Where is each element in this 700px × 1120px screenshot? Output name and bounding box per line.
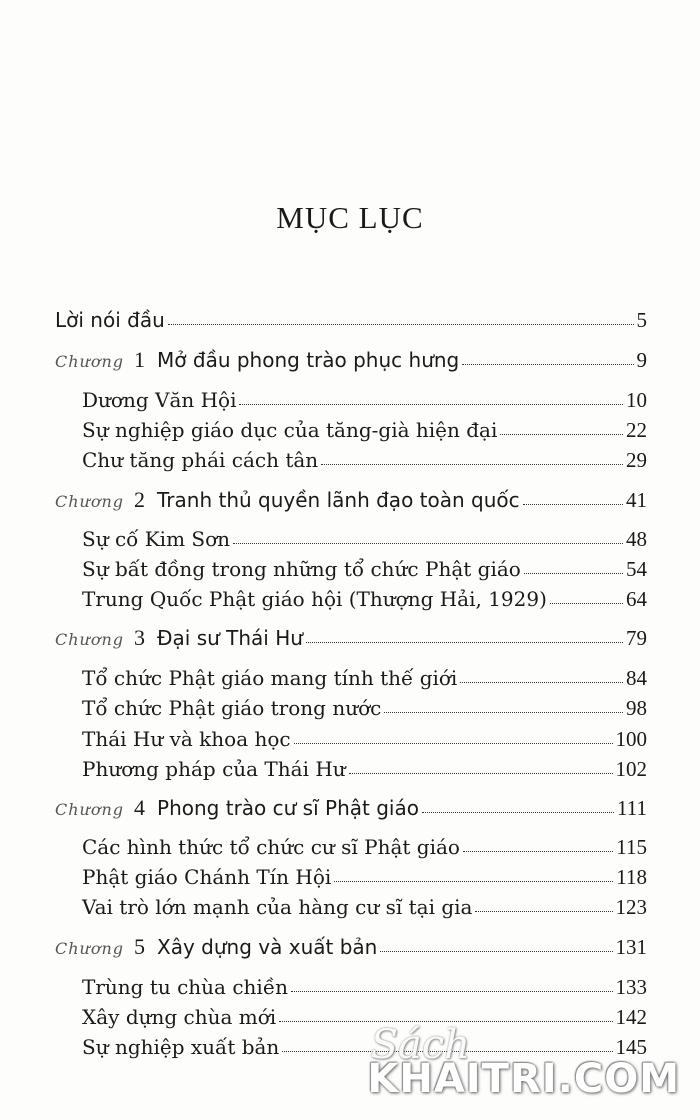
toc-section[interactable]: [82, 975, 647, 1000]
dot-leader: [380, 951, 612, 952]
toc-section-label: Trùng tu chùa chiền: [82, 975, 289, 999]
chapter-title: Mở đầu phong trào phục hưng: [157, 348, 460, 372]
dot-leader: [239, 404, 623, 405]
chapter-word: Chương: [55, 352, 125, 371]
toc-section-label: Sự nghiệp giáo dục của tăng-già hiện đại: [82, 418, 498, 442]
toc-page-number: 102: [615, 757, 647, 781]
toc-section[interactable]: [82, 418, 647, 443]
toc-page-number: 5: [636, 308, 647, 332]
dot-leader: [460, 682, 623, 683]
toc-page-number: 79: [626, 626, 647, 650]
page-title: MỤC LỤC: [276, 200, 424, 235]
toc-page-number: 123: [615, 895, 647, 919]
dot-leader: [168, 324, 634, 325]
toc-section[interactable]: [82, 757, 647, 782]
chapter-number: 3: [134, 625, 146, 650]
dot-leader: [462, 364, 633, 365]
toc-chapter-2[interactable]: [55, 487, 647, 513]
chapter-word: Chương: [55, 939, 125, 958]
toc-section[interactable]: [82, 727, 647, 752]
chapter-title: Phong trào cư sĩ Phật giáo: [157, 796, 419, 820]
dot-leader: [384, 712, 623, 713]
watermark-script: Sách: [370, 1022, 470, 1068]
dot-leader: [524, 573, 623, 574]
toc-section[interactable]: [82, 557, 647, 582]
dot-leader: [475, 911, 612, 912]
toc-section-label: Thái Hư và khoa học: [82, 727, 291, 751]
toc-page-number: 100: [615, 727, 647, 751]
watermark-brand: KHAITRI.COM: [367, 1056, 680, 1102]
toc-section-label: Tổ chức Phật giáo trong nước: [82, 696, 382, 720]
toc-section-label: Trung Quốc Phật giáo hội (Thượng Hải, 1929): [82, 587, 547, 611]
chapter-title: Đại sư Thái Hư: [157, 626, 303, 650]
dot-leader: [349, 773, 613, 774]
toc-section-label: Sự bất đồng trong những tổ chức Phật giáo: [82, 557, 521, 581]
toc-section[interactable]: [82, 835, 647, 860]
dot-leader: [294, 743, 613, 744]
toc-page-number: 9: [636, 348, 647, 372]
toc-section[interactable]: [82, 666, 647, 691]
dot-leader: [233, 543, 623, 544]
toc-chapter-1[interactable]: [55, 347, 647, 373]
toc-section-label: Sự nghiệp xuất bản: [82, 1035, 280, 1059]
toc-section-label: Xây dựng chùa mới: [82, 1005, 277, 1029]
toc-page-number: 142: [615, 1005, 647, 1029]
toc-section[interactable]: [82, 527, 647, 552]
dot-leader: [306, 642, 623, 643]
toc-page-number: 98: [626, 696, 647, 720]
toc-page-number: 41: [626, 488, 647, 512]
toc-page-number: 22: [626, 418, 647, 442]
toc-page-number: 29: [626, 448, 647, 472]
toc-page-number: 64: [626, 587, 647, 611]
toc-page-number: 111: [617, 796, 647, 820]
dot-leader: [463, 851, 613, 852]
dot-leader: [422, 812, 614, 813]
toc-section[interactable]: [82, 388, 647, 413]
chapter-number: 1: [134, 347, 146, 372]
dot-leader: [321, 464, 623, 465]
toc-page-number: 131: [615, 935, 647, 959]
toc-chapter-4[interactable]: [55, 795, 647, 821]
toc-section[interactable]: [82, 448, 647, 473]
toc-entry-intro[interactable]: [55, 308, 647, 333]
toc-page-number: 54: [626, 557, 647, 581]
toc-section-label: Phật giáo Chánh Tín Hội: [82, 865, 332, 889]
toc-page-number: 118: [616, 865, 647, 889]
chapter-title: Xây dựng và xuất bản: [157, 935, 378, 959]
toc-section[interactable]: [82, 696, 647, 721]
dot-leader: [500, 434, 623, 435]
dot-leader: [334, 881, 613, 882]
toc-section-label: Dương Văn Hội: [82, 388, 237, 412]
toc-section[interactable]: [82, 865, 647, 890]
chapter-title: Tranh thủ quyền lãnh đạo toàn quốc: [157, 488, 520, 512]
toc-page-number: 48: [626, 527, 647, 551]
toc-page-number: 10: [626, 388, 647, 412]
toc-page-number: 133: [615, 975, 647, 999]
dot-leader: [523, 504, 623, 505]
chapter-word: Chương: [55, 492, 125, 511]
dot-leader: [291, 991, 612, 992]
chapter-number: 5: [134, 934, 146, 959]
toc-section-label: Chư tăng phái cách tân: [82, 448, 319, 472]
toc-page-number: 145: [615, 1035, 647, 1059]
toc-section-label: Phương pháp của Thái Hư: [82, 757, 346, 781]
chapter-number: 2: [134, 487, 146, 512]
toc-section[interactable]: [82, 1005, 647, 1030]
chapter-number: 4: [134, 795, 146, 820]
toc-section[interactable]: [82, 587, 647, 612]
watermark-logo: [367, 1056, 680, 1102]
toc-chapter-5[interactable]: [55, 934, 647, 960]
toc-page-number: 84: [626, 666, 647, 690]
toc-section-label: Sự cố Kim Sơn: [82, 527, 231, 551]
toc-page-number: 115: [616, 835, 647, 859]
chapter-word: Chương: [55, 630, 125, 649]
toc-section-label: Tổ chức Phật giáo mang tính thế giới: [82, 666, 458, 690]
toc-section-label: Vai trò lớn mạnh của hàng cư sĩ tại gia: [82, 895, 473, 919]
dot-leader: [550, 603, 623, 604]
chapter-word: Chương: [55, 800, 125, 819]
toc-section-label: Các hình thức tổ chức cư sĩ Phật giáo: [82, 835, 460, 859]
toc-entry-label: Lời nói đầu: [55, 308, 165, 332]
toc-chapter-3[interactable]: [55, 625, 647, 651]
toc-section[interactable]: [82, 895, 647, 920]
